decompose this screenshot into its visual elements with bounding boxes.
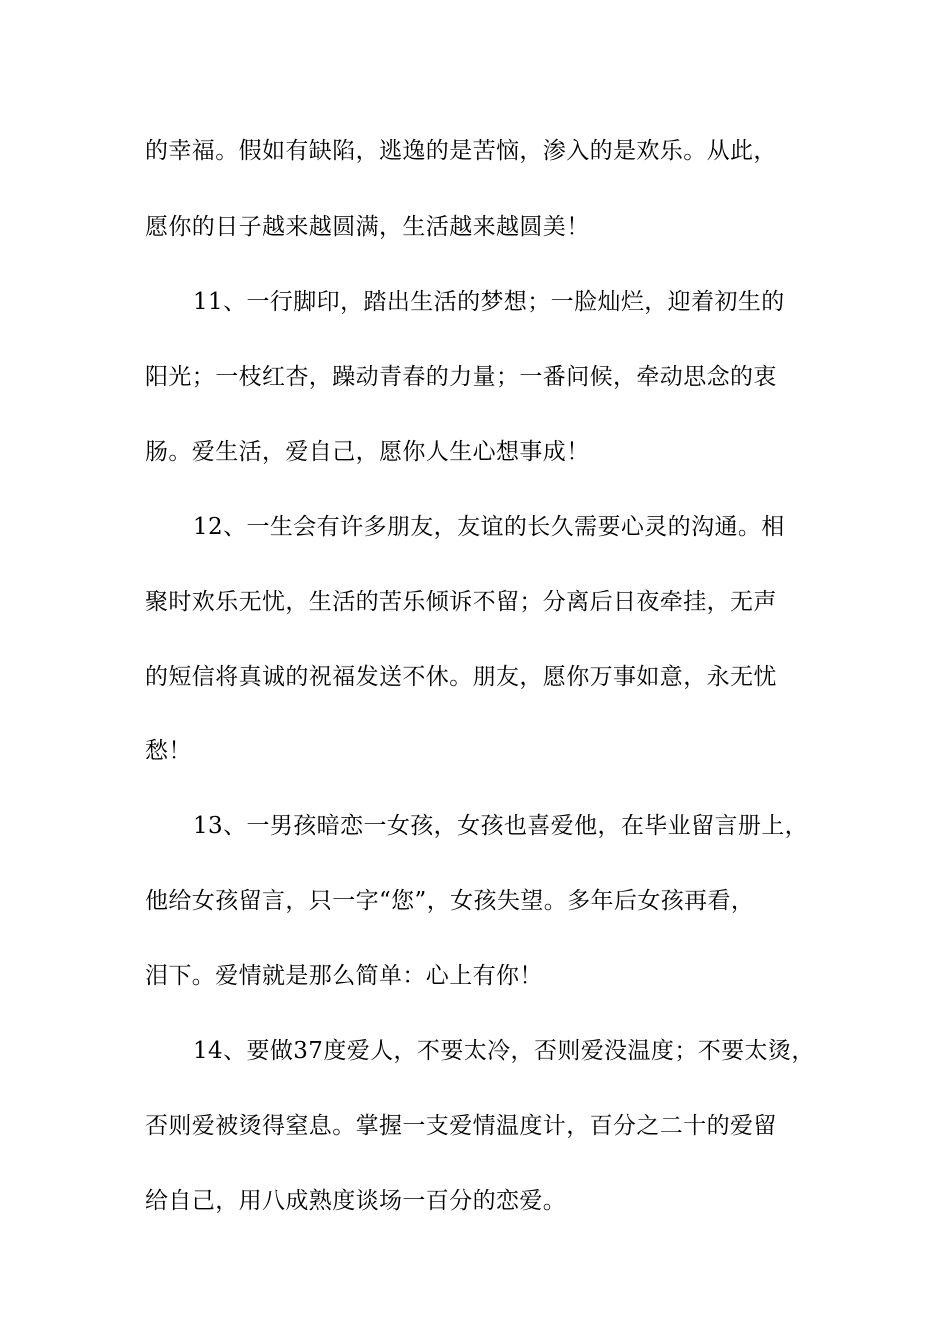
paragraph-line: 给自己，用八成熟度谈场一百分的恋爱。 (145, 1188, 567, 1214)
paragraph-line: 否则爱被烫得窒息。掌握一支爱情温度计，百分之二十的爱留 (145, 1113, 777, 1139)
paragraph-line: 他给女孩留言，只一字“您”，女孩失望。多年后女孩再看， (145, 888, 755, 914)
paragraph-line: 的幸福。假如有缺陷，逃逸的是苦恼，渗入的是欢乐。从此， (145, 138, 777, 164)
paragraph-line: 11、一行脚印，踏出生活的梦想；一脸灿烂，迎着初生的 (193, 289, 785, 315)
paragraph-line: 泪下。爱情就是那么简单：心上有你！ (145, 963, 543, 989)
paragraph-line: 愿你的日子越来越圆满，生活越来越圆美！ (145, 214, 590, 240)
paragraph-line: 聚时欢乐无忧，生活的苦乐倾诉不留；分离后日夜牵挂，无声 (145, 589, 777, 615)
paragraph-line: 的短信将真诚的祝福发送不休。朋友，愿你万事如意，永无忧 (145, 664, 777, 690)
paragraph-line: 12、一生会有许多朋友，友谊的长久需要心灵的沟通。相 (193, 514, 785, 540)
paragraph-line: 13、一男孩暗恋一女孩，女孩也喜爱他，在毕业留言册上， (193, 813, 809, 839)
paragraph-line: 肠。爱生活，爱自己，愿你人生心想事成！ (145, 439, 590, 465)
paragraph-line: 愁！ (145, 738, 192, 764)
paragraph-line: 阳光；一枝红杏，躁动青春的力量；一番问候，牵动思念的衷 (145, 364, 777, 390)
paragraph-line: 14、要做37度爱人，不要太冷，否则爱没温度；不要太烫， (193, 1038, 815, 1064)
